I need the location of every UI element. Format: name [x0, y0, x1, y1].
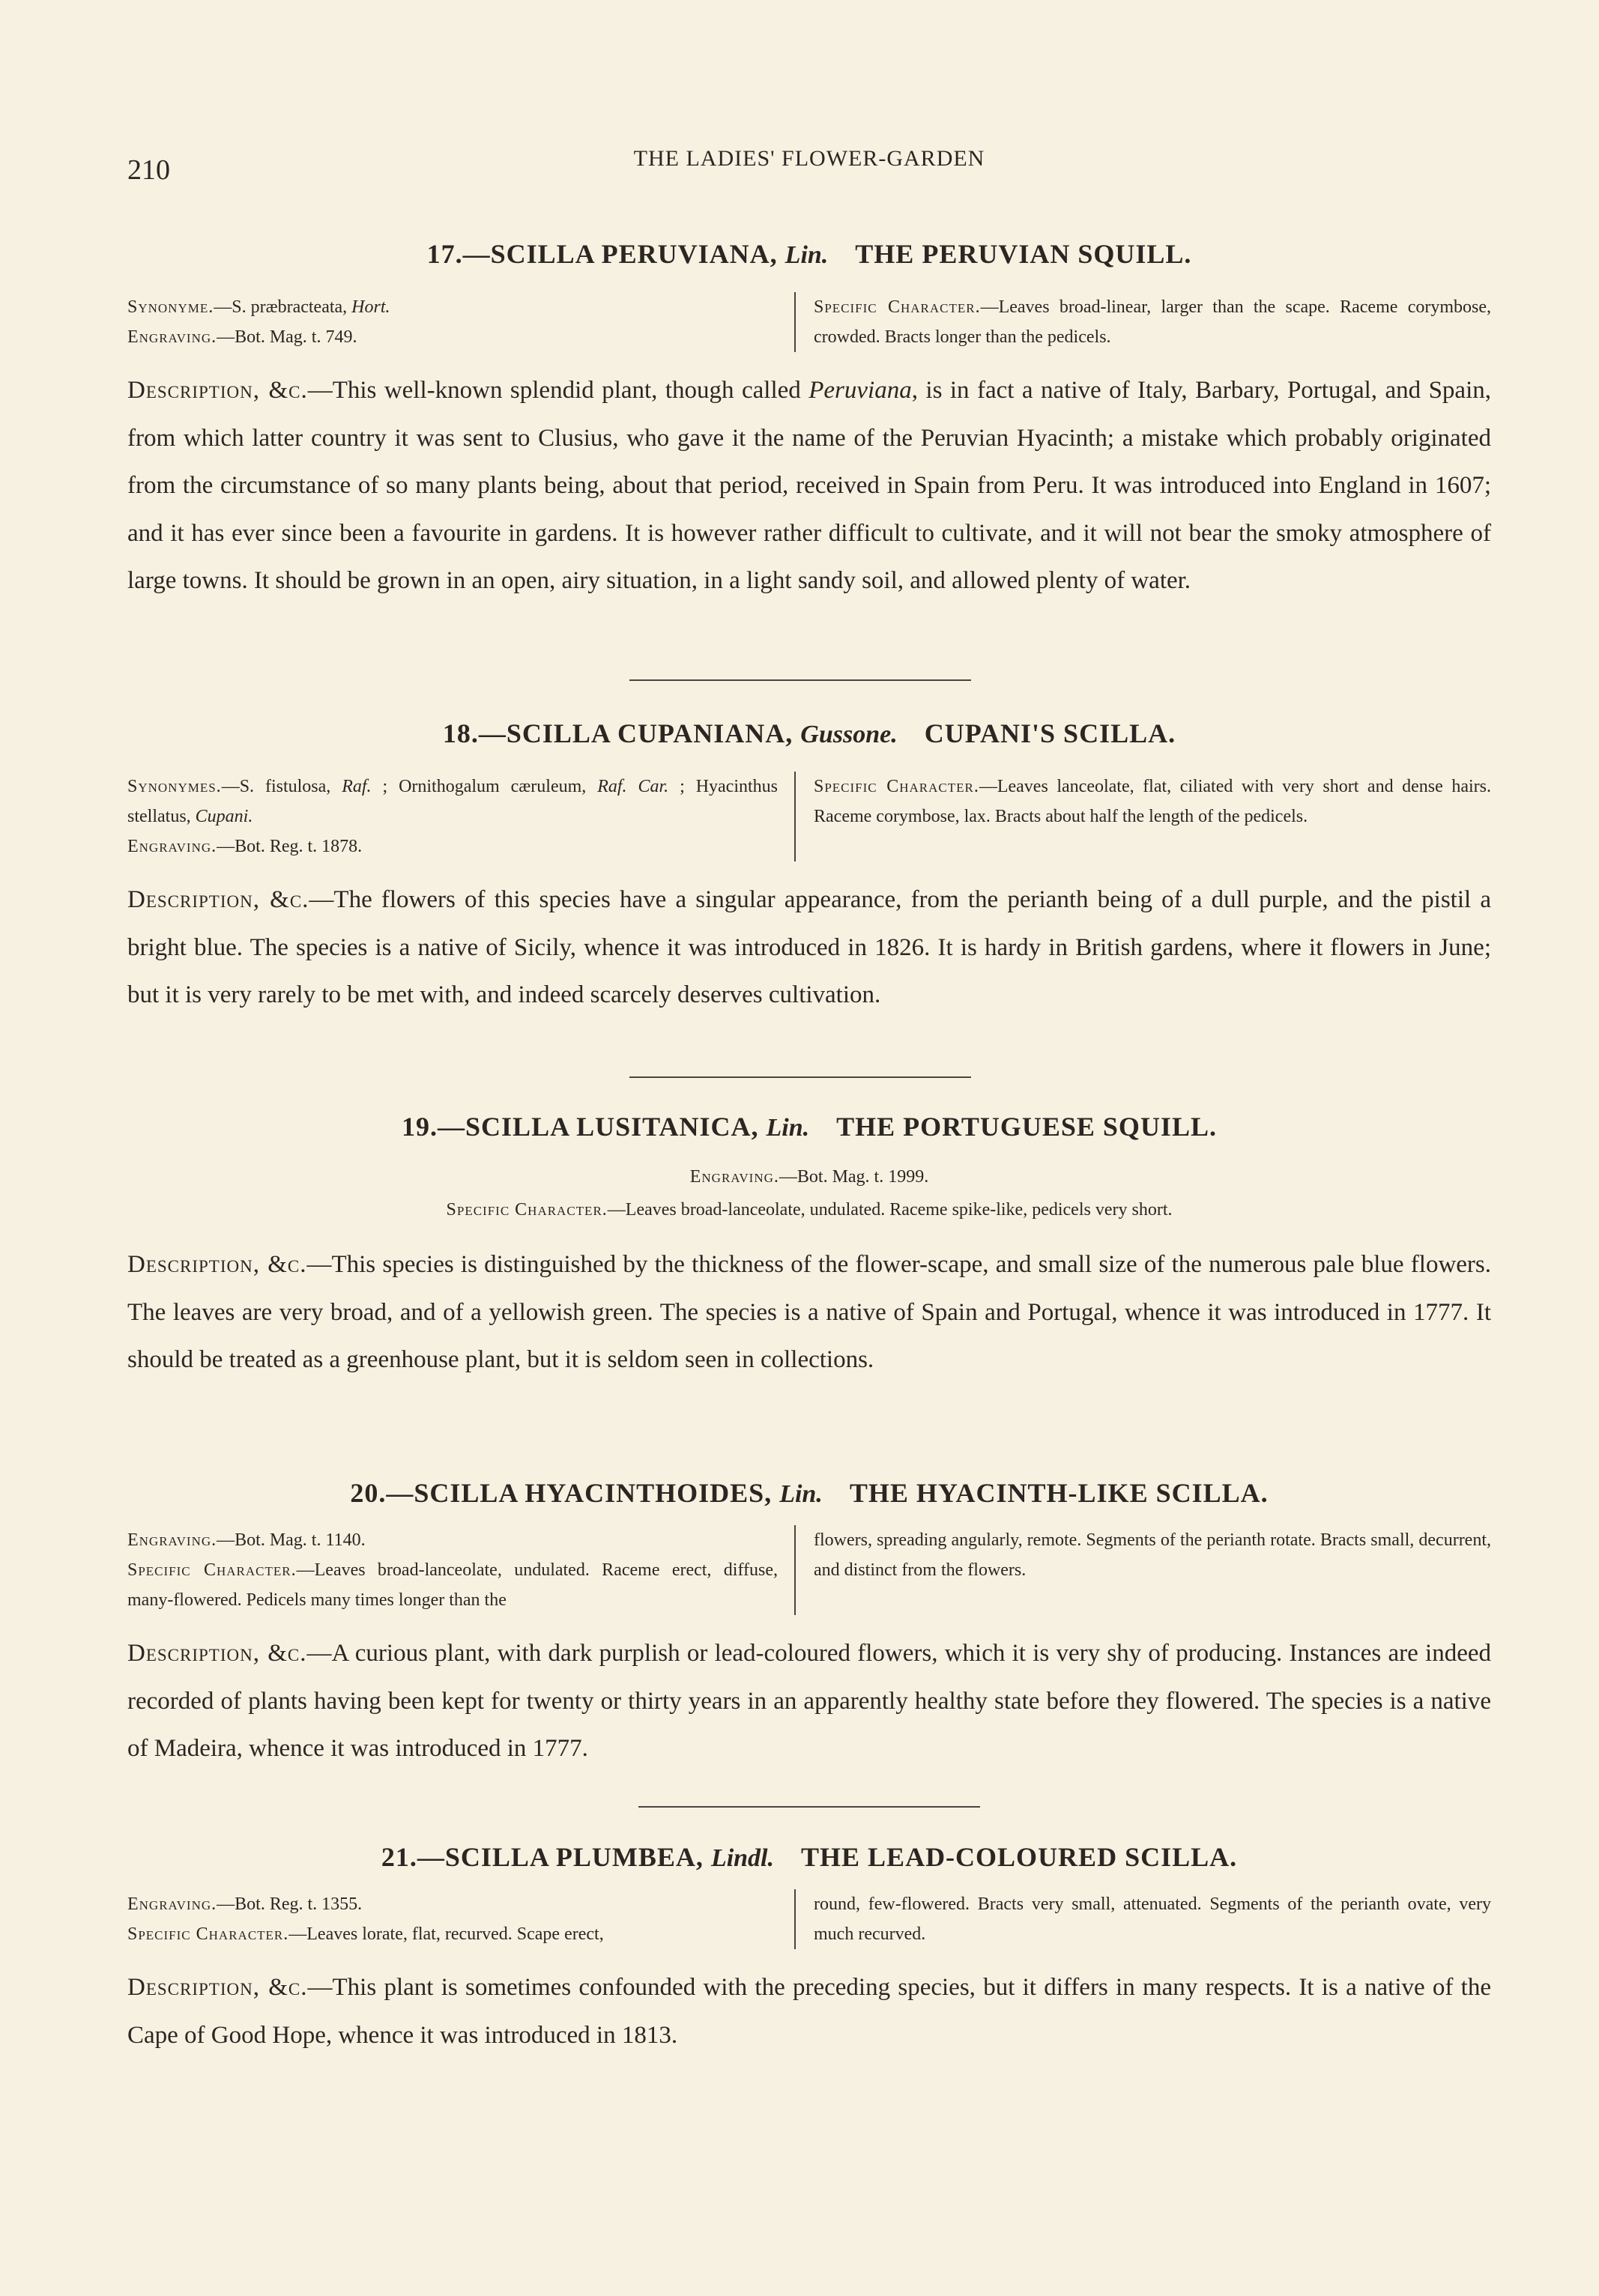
engraving-text: —Bot. Mag. t. 749. [217, 327, 357, 347]
entry-name: SCILLA PLUMBEA, [444, 1842, 704, 1872]
engraving-line [127, 832, 778, 861]
entry-heading [127, 1111, 1491, 1142]
meta-right [794, 292, 1491, 352]
entry-description [127, 1630, 1491, 1773]
engraving-text: —Bot. Reg. t. 1878. [217, 837, 363, 856]
engraving-text: —Bot. Reg. t. 1355. [217, 1894, 363, 1914]
section-divider [629, 1076, 971, 1078]
description-text: , is in fact a native of Italy, Barbary, Portugal, and Spain, from which latter country it was sent to Clusius, who gave it the name of the Peruvian Hyacinth [127, 377, 1491, 452]
meta-left [127, 1889, 794, 1949]
synonymes-authority: Raf. Car. [597, 777, 669, 796]
synonymes-label: Synonymes. [127, 777, 222, 796]
engraving-line [127, 1160, 1491, 1193]
entry-author: Lin. [785, 241, 829, 269]
synonyme-text: —S. præbracteata, [214, 297, 352, 317]
synonymes-text: ; Hyacinthus stellatus, [127, 777, 779, 826]
entry-number: 20.— [350, 1478, 414, 1508]
description-text: —This plant is sometimes confounded with the preceding species, but it differs in many respects. It is a native of the Cape of Good Hope, whence it was introduced in 1813. [127, 1974, 1491, 2049]
meta-left [127, 772, 794, 861]
description-label: Description, &c. [127, 377, 308, 404]
meta-left [127, 292, 794, 352]
entry-name: SCILLA HYACINTHOIDES, [414, 1478, 773, 1508]
synonyme-line [127, 292, 778, 322]
entry-18 [127, 718, 1491, 1044]
entry-21 [127, 1841, 1491, 2084]
entry-20 [127, 1477, 1491, 1798]
specific-character-label: Specific Character. [127, 1560, 297, 1580]
entry-heading [127, 718, 1491, 749]
engraving-label: Engraving. [127, 327, 217, 347]
specific-character-label: Specific Character. [127, 1924, 289, 1944]
entry-number: 18.— [442, 718, 507, 748]
running-head [127, 146, 1491, 184]
specific-character-line [127, 1919, 778, 1949]
description-label: Description, &c. [127, 886, 309, 913]
synonymes-text: ; Ornithogalum cæruleum, [371, 777, 598, 796]
entry-meta [127, 1889, 1491, 1949]
engraving-text: —Bot. Mag. t. 1140. [217, 1530, 366, 1550]
synonyme-authority: Hort. [351, 297, 390, 317]
entry-author: Lindl. [710, 1844, 775, 1872]
specific-character-label: Specific Character. [814, 297, 981, 317]
engraving-line [127, 322, 778, 352]
specific-character-label: Specific Character. [446, 1200, 608, 1220]
section-divider [638, 1806, 980, 1808]
entry-meta [127, 292, 1491, 352]
engraving-label: Engraving. [689, 1167, 779, 1187]
entry-17 [127, 238, 1491, 630]
entry-name: SCILLA LUSITANICA, [465, 1112, 759, 1142]
synonymes-text: —S. fistulosa, [221, 777, 342, 796]
specific-character-text: round, few-flowered. Bracts very small, attenuated. Segments of the perianth ovate, very much recurved. [814, 1894, 1491, 1944]
entry-common-name: THE HYACINTH-LIKE SCILLA. [849, 1478, 1269, 1508]
synonyme-label: Synonyme. [127, 297, 214, 317]
entry-description [127, 367, 1491, 605]
entry-name: SCILLA PERUVIANA, [490, 239, 778, 269]
entry-name: SCILLA CUPANIANA, [506, 718, 794, 748]
engraving-label: Engraving. [127, 1530, 217, 1550]
synonymes-authority: Raf. [342, 777, 372, 796]
entry-author: Lin. [779, 1480, 823, 1508]
running-title: THE LADIES' FLOWER-GARDEN [633, 146, 985, 171]
entry-heading [127, 1841, 1491, 1873]
synonymes-authority: Cupani. [195, 807, 253, 826]
description-italic: Peruviana [808, 377, 912, 404]
entry-number: 17.— [426, 239, 491, 269]
engraving-label: Engraving. [127, 837, 217, 856]
description-text: —This well-known splendid plant, though called [307, 377, 809, 404]
description-label: Description, &c. [127, 1974, 308, 2001]
description-label: Description, &c. [127, 1640, 307, 1667]
engraving-line [127, 1889, 778, 1919]
meta-right [794, 1889, 1491, 1949]
engraving-text: —Bot. Mag. t. 1999. [779, 1167, 929, 1187]
meta-left [127, 1525, 794, 1615]
specific-character-label: Specific Character. [814, 777, 979, 796]
entry-meta [127, 1160, 1491, 1226]
description-text: ; a mistake which probably originated from the circumstance of so many plants being, about that period, received in Spain from Peru. It was introduced into England in 1607; and it has ever since been a favourite in gardens. It is however rather difficult to cultivate, and it will not bear the smoky atmosphere of large towns. It should be grown in an open, airy situation, in a light sandy soil, and allowed plenty of water. [127, 424, 1491, 594]
entry-description [127, 1964, 1491, 2059]
entry-author: Gussone. [800, 721, 898, 748]
entry-common-name: CUPANI'S SCILLA. [924, 718, 1176, 748]
entry-author: Lin. [766, 1114, 810, 1142]
section-divider [629, 679, 971, 681]
entry-description [127, 1241, 1491, 1384]
specific-character-line [127, 1193, 1491, 1226]
entry-common-name: THE PORTUGUESE SQUILL. [836, 1112, 1217, 1142]
engraving-label: Engraving. [127, 1894, 217, 1914]
entry-heading [127, 1477, 1491, 1509]
specific-character-text: —Leaves broad-linear, larger than the scape. Raceme corymbose, crowded. Bracts longer than the pedicels. [814, 297, 1491, 347]
entry-number: 21.— [381, 1842, 445, 1872]
entry-common-name: THE PERUVIAN SQUILL. [855, 239, 1192, 269]
entry-number: 19.— [402, 1112, 466, 1142]
description-text: —This species is distinguished by the thickness of the flower-scape, and small size of the numerous pale blue flowers. The leaves are very broad, and of a yellowish green. The species is a native of Spain and Portugal, whence it was introduced in 1777. It should be treated as a greenhouse plant, but it is seldom seen in collections. [127, 1251, 1491, 1373]
page-number: 210 [127, 154, 170, 186]
entry-description [127, 876, 1491, 1020]
engraving-line [127, 1525, 778, 1555]
synonymes-line [127, 772, 778, 832]
entry-heading [127, 238, 1491, 270]
specific-character-text: —Leaves lorate, flat, recurved. Scape erect, [288, 1924, 604, 1944]
specific-character-text: —Leaves broad-lanceolate, undulated. Raceme erect, diffuse, many-flowered. Pedicels many times longer than the [127, 1560, 778, 1610]
meta-right [794, 772, 1491, 861]
entry-meta [127, 772, 1491, 861]
entry-19 [127, 1111, 1491, 1409]
meta-right [794, 1525, 1491, 1615]
entry-common-name: THE LEAD-COLOURED SCILLA. [801, 1842, 1238, 1872]
specific-character-text: —Leaves lanceolate, flat, ciliated with very short and dense hairs. Raceme corymbose, lax. Bracts about half the length of the pedicels. [814, 777, 1492, 826]
entry-meta [127, 1525, 1491, 1615]
specific-character-text: flowers, spreading angularly, remote. Segments of the perianth rotate. Bracts small, decurrent, and distinct from the flowers. [814, 1530, 1491, 1580]
description-label: Description, &c. [127, 1251, 307, 1278]
specific-character-line [127, 1555, 778, 1615]
description-text: —The flowers of this species have a singular appearance, from the perianth being of a dull purple, and the pistil a bright blue. The species is a native of Sicily, whence it was introduced in 1826. It is hardy in British gardens, where it flowers in June; but it is very rarely to be met with, and indeed scarcely deserves cultivation. [127, 886, 1491, 1008]
description-text: —A curious plant, with dark purplish or lead-coloured flowers, which it is very shy of producing. Instances are indeed recorded of plants having been kept for twenty or thirty years in an apparently healthy state before they flowered. The species is a native of Madeira, whence it was introduced in 1777. [127, 1640, 1491, 1762]
specific-character-text: —Leaves broad-lanceolate, undulated. Raceme spike-like, pedicels very short. [607, 1200, 1173, 1220]
